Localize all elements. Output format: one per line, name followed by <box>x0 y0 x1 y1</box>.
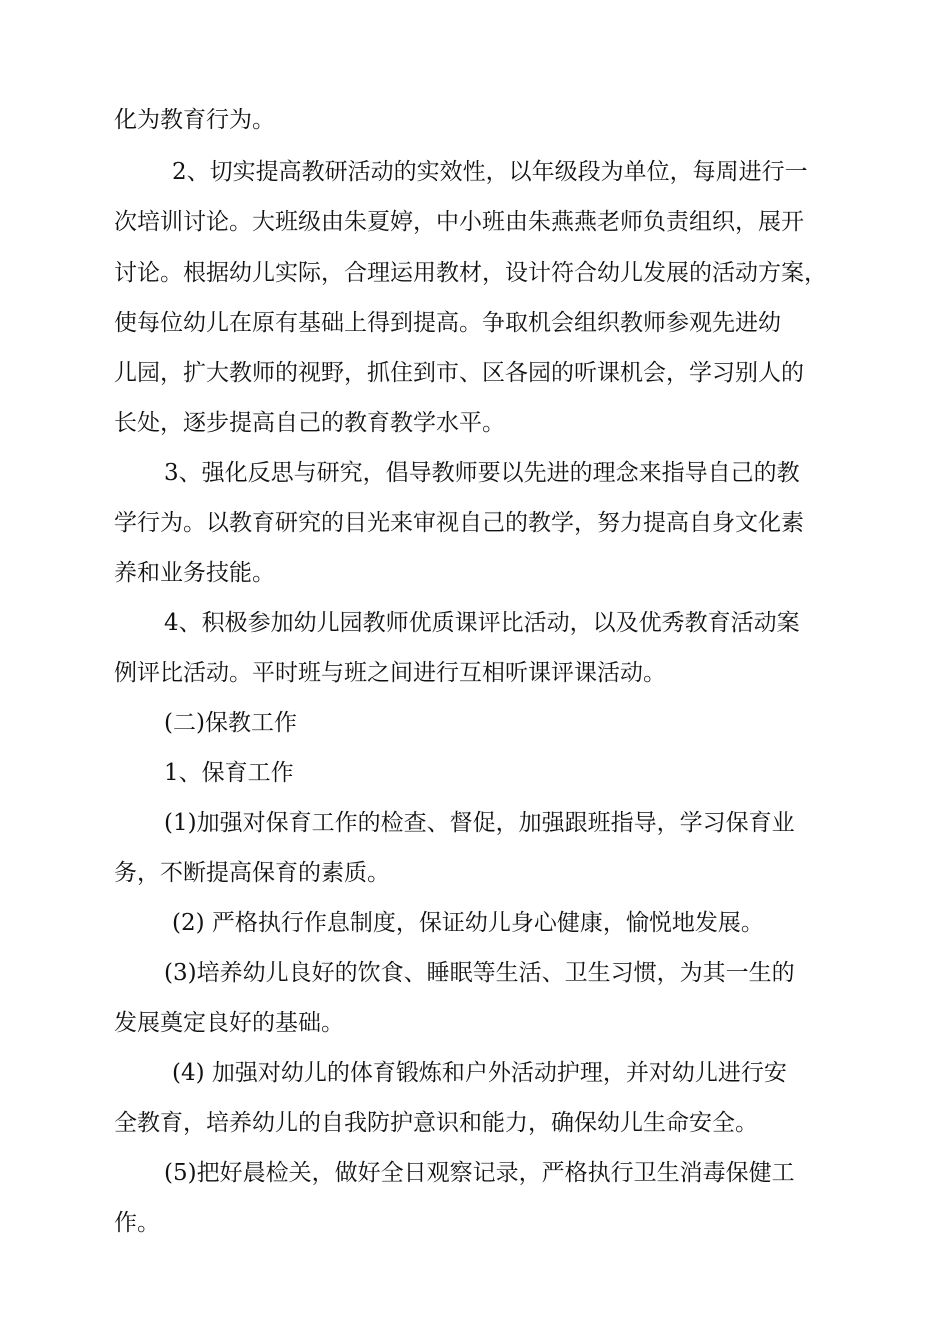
text-line: 发展奠定良好的基础。 <box>114 1010 344 1036</box>
text-line: 例评比活动。平时班与班之间进行互相听课评课活动。 <box>114 660 666 686</box>
text-line: 次培训讨论。大班级由朱夏婷，中小班由朱燕燕老师负责组织，展开 <box>114 209 804 235</box>
text-line: 使每位幼儿在原有基础上得到提高。争取机会组织教师参观先进幼 <box>114 310 781 336</box>
text-line: 全教育，培养幼儿的自我防护意识和能力，确保幼儿生命安全。 <box>114 1110 758 1136</box>
text-line: (4) 加强对幼儿的体育锻炼和户外活动护理，并对幼儿进行安 <box>172 1060 787 1086</box>
text-line: 4、积极参加幼儿园教师优质课评比活动，以及优秀教育活动案 <box>164 610 800 636</box>
text-line: (1)加强对保育工作的检查、督促，加强跟班指导，学习保育业 <box>164 810 795 836</box>
text-line: 儿园，扩大教师的视野，抓住到市、区各园的听课机会，学习别人的 <box>114 360 804 386</box>
text-line: 作。 <box>114 1210 160 1236</box>
text-line: 学行为。以教育研究的目光来审视自己的教学，努力提高自身文化素 <box>114 510 804 536</box>
text-line: 长处，逐步提高自己的教育教学水平。 <box>114 410 505 436</box>
section-heading: (二)保教工作 <box>164 710 297 736</box>
text-line: 3、强化反思与研究，倡导教师要以先进的理念来指导自己的教 <box>164 460 800 486</box>
text-line: (2) 严格执行作息制度，保证幼儿身心健康，愉悦地发展。 <box>172 910 764 936</box>
text-line: (3)培养幼儿良好的饮食、睡眠等生活、卫生习惯，为其一生的 <box>164 960 795 986</box>
text-line: (5)把好晨检关，做好全日观察记录，严格执行卫生消毒保健工 <box>164 1160 795 1186</box>
text-line: 讨论。根据幼儿实际，合理运用教材，设计符合幼儿发展的活动方案， <box>114 260 827 286</box>
text-line: 2、切实提高教研活动的实效性，以年级段为单位，每周进行一 <box>172 159 808 185</box>
text-line: 养和业务技能。 <box>114 560 275 586</box>
text-line: 化为教育行为。 <box>114 107 275 133</box>
subsection-heading: 1、保育工作 <box>164 760 294 786</box>
text-line: 务，不断提高保育的素质。 <box>114 860 390 886</box>
